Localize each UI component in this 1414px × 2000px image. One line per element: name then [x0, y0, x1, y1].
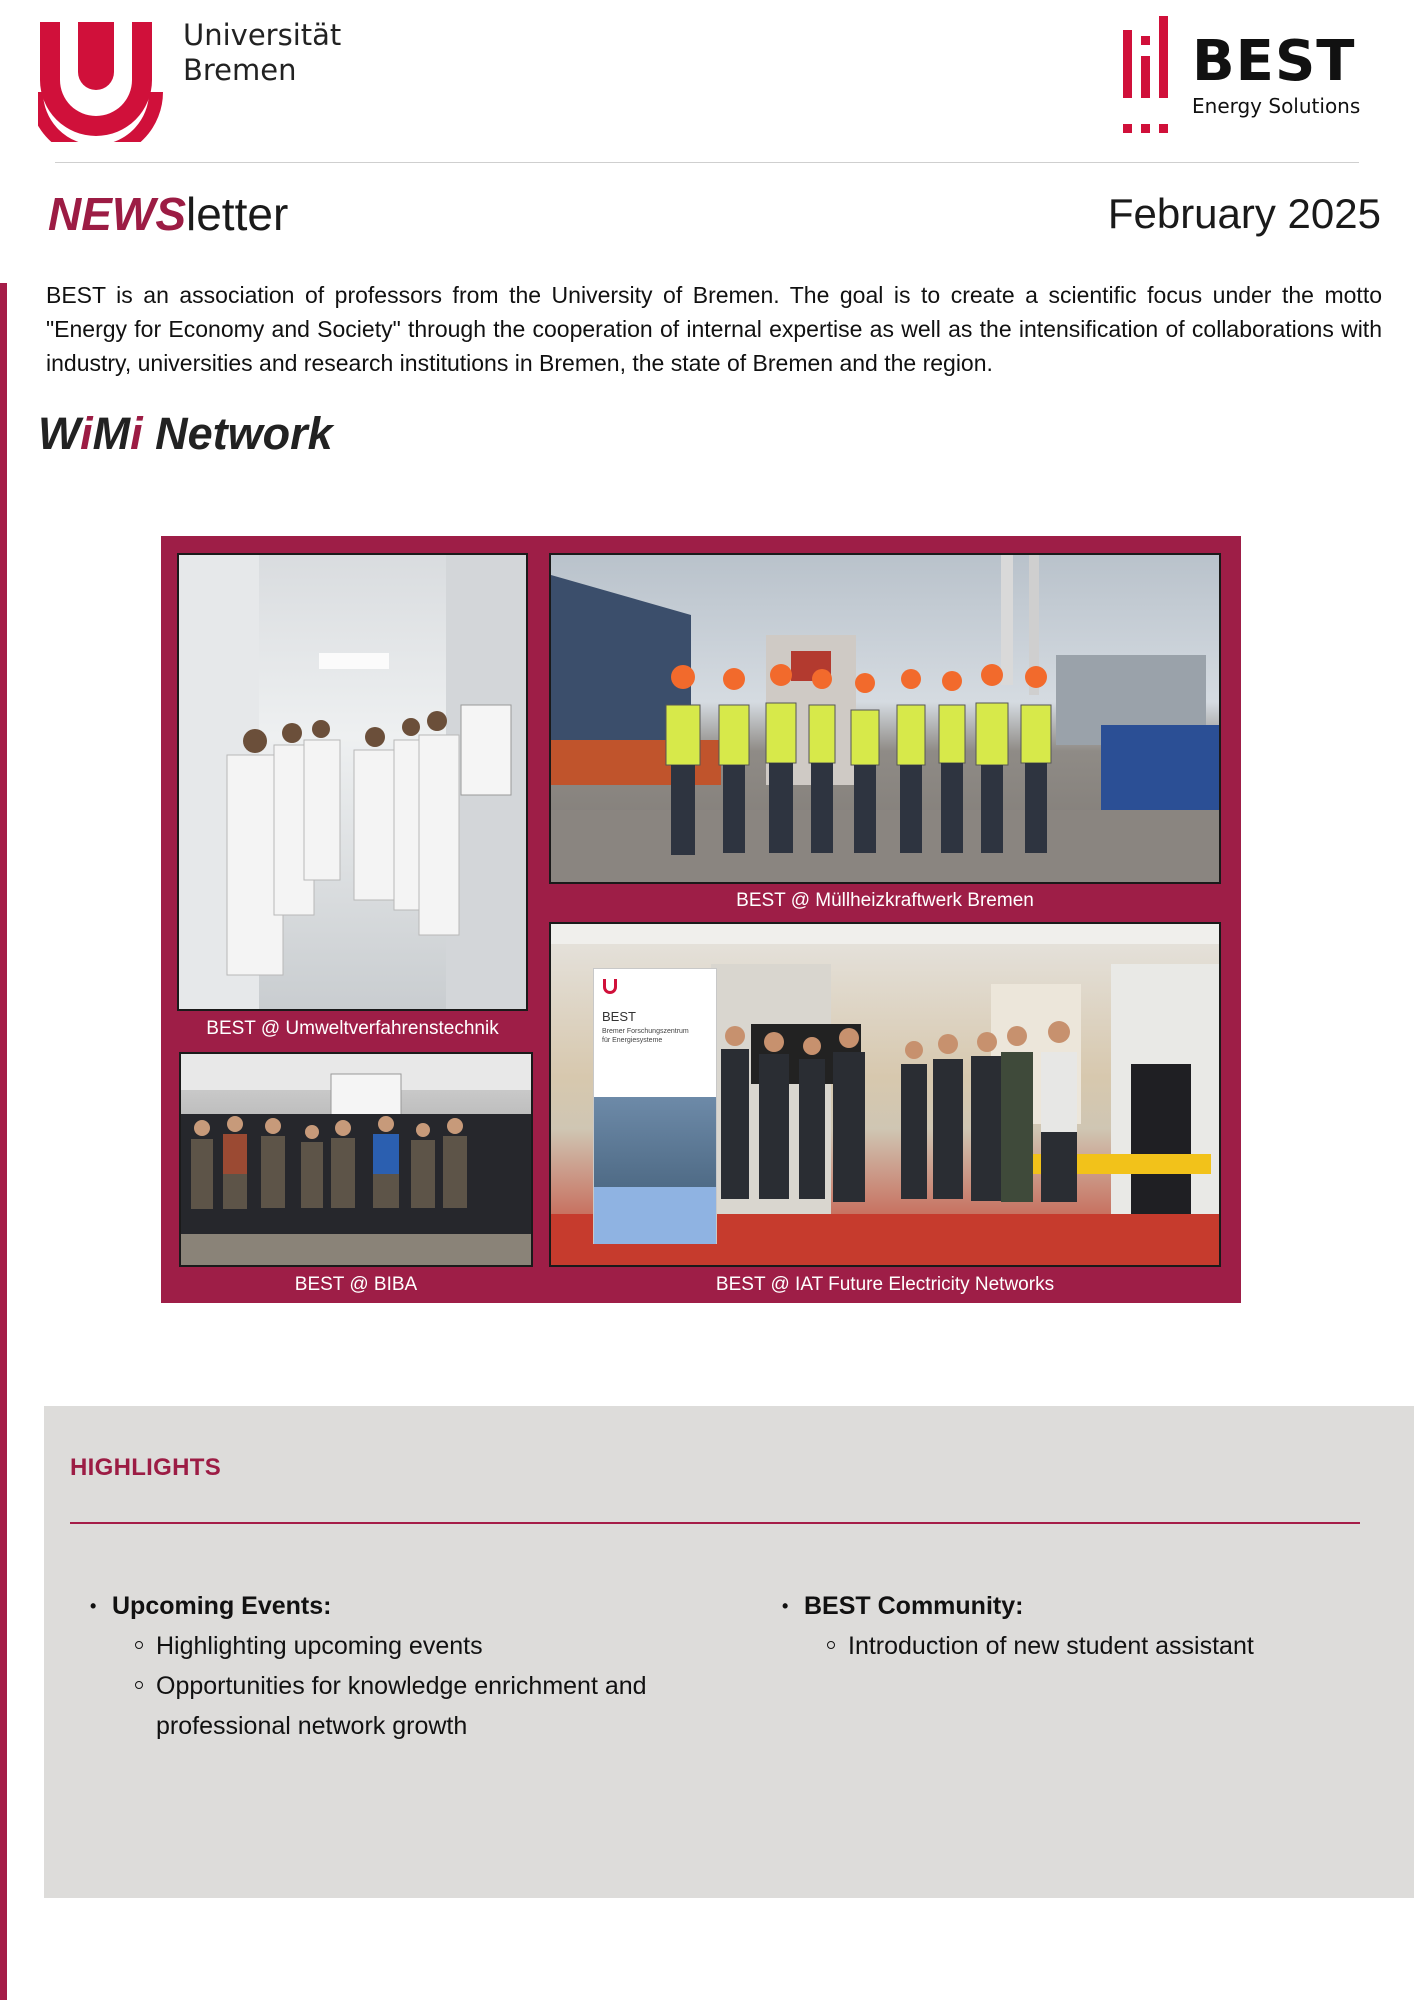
- header-divider: [55, 162, 1359, 163]
- photo-umweltverfahrenstechnik: [177, 553, 528, 1011]
- newsletter-title-accent: NEWS: [48, 188, 186, 240]
- circle-bullet-icon: [135, 1681, 143, 1689]
- photo-muellheizkraftwerk: [549, 553, 1221, 884]
- photo-collage: [161, 536, 1241, 1303]
- intro-paragraph: BEST is an association of professors from the University of Bremen. The goal is to create a scientific focus under the motto "Energy for Economy and Society" through the cooperation of internal expertise as well as the intensification of collaborations with industry, universities and research institutions in Bremen, the state of Bremen and the region.: [46, 282, 1382, 376]
- section-title-wimi-network: WiMi Network: [38, 408, 333, 459]
- rollup-photo: [594, 1097, 716, 1187]
- newsletter-title-rest: letter: [186, 188, 289, 240]
- highlights-column-best-community: [782, 1586, 1342, 1666]
- photo-biba: [179, 1052, 533, 1267]
- circle-bullet-icon: [827, 1641, 835, 1649]
- highlights-title: HIGHLIGHTS: [70, 1454, 221, 1481]
- university-mini-logo: [602, 979, 618, 995]
- caption-muellheizkraftwerk: BEST @ Müllheizkraftwerk Bremen: [736, 890, 1034, 911]
- newsletter-title: [48, 186, 288, 242]
- best-wordmark: BEST: [1192, 29, 1356, 94]
- university-name: Universität Bremen: [183, 18, 342, 87]
- highlight-heading: • Upcoming Events:: [90, 1586, 730, 1626]
- caption-umweltverfahrenstechnik: BEST @ Umweltverfahrenstechnik: [206, 1018, 499, 1039]
- photo-iat-future-electricity-networks: [549, 922, 1221, 1267]
- rollup-title: BEST: [602, 1009, 636, 1024]
- circle-bullet-icon: [135, 1641, 143, 1649]
- rollup-banner: [593, 968, 717, 1244]
- best-tagline: Energy Solutions: [1192, 94, 1361, 118]
- highlight-item: Introduction of new student assistant: [782, 1626, 1342, 1666]
- highlight-heading: • BEST Community:: [782, 1586, 1342, 1626]
- caption-biba: BEST @ BIBA: [294, 1274, 418, 1295]
- issue-date: February 2025: [1107, 190, 1381, 237]
- highlights-column-upcoming-events: [90, 1586, 730, 1746]
- highlights-box: [44, 1406, 1414, 1898]
- highlights-divider: [70, 1522, 1360, 1524]
- caption-iat-future-electricity-networks: BEST @ IAT Future Electricity Networks: [715, 1274, 1055, 1295]
- rollup-subtitle: Bremer Forschungszentrum für Energiesysteme: [602, 1028, 689, 1044]
- rollup-blue-band: [594, 1187, 716, 1244]
- highlight-item: Highlighting upcoming events: [90, 1626, 730, 1666]
- highlight-item: Opportunities for knowledge enrichment and professional network growth: [90, 1666, 730, 1746]
- left-accent-bar: [0, 283, 7, 2000]
